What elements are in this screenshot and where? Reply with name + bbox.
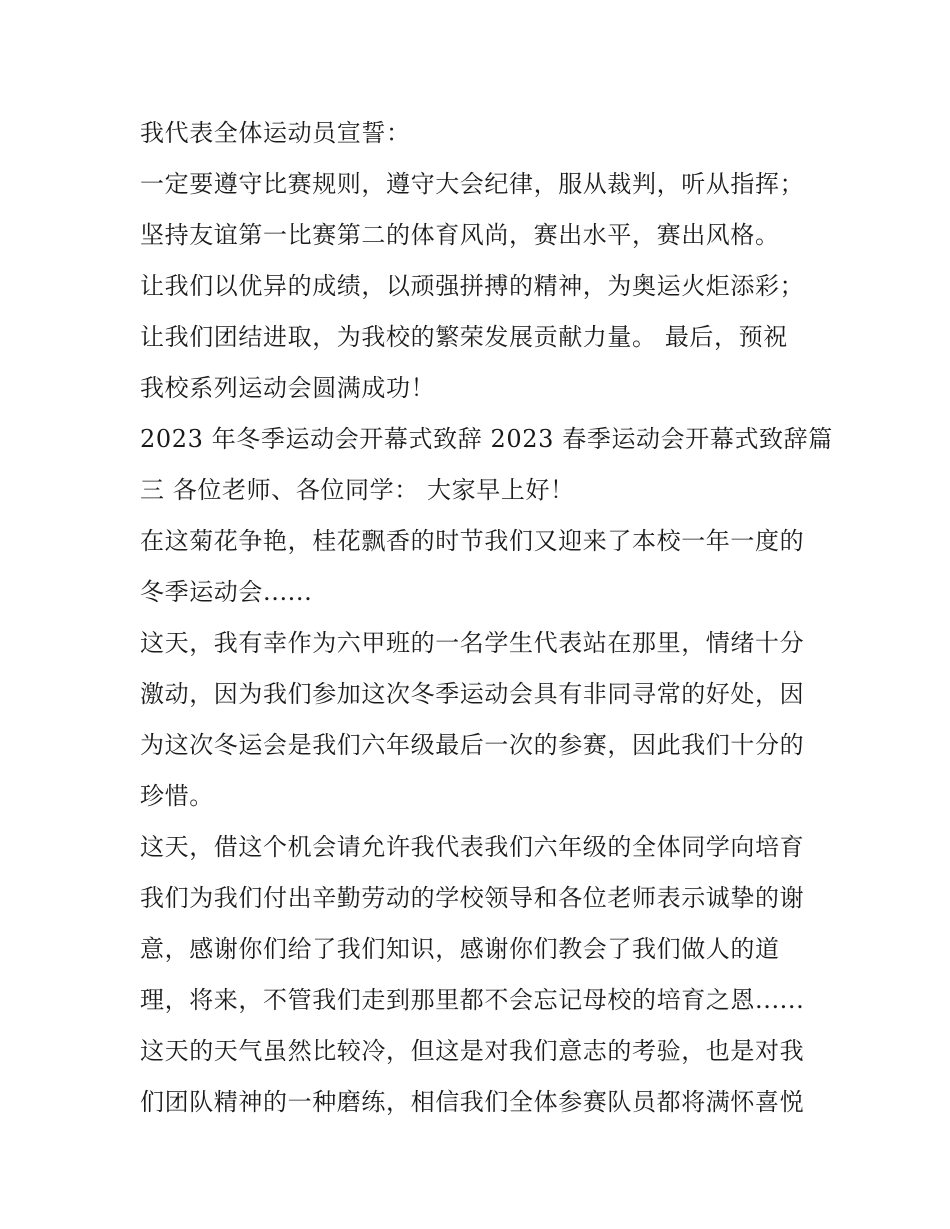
text-line: 意，感谢你们给了我们知识，感谢你们教会了我们做人的道: [140, 935, 780, 963]
text-line: 激动，因为我们参加这次冬季运动会具有非同寻常的好处，因: [140, 680, 805, 708]
text-line: 为这次冬运会是我们六年级最后一次的参赛，因此我们十分的: [140, 731, 805, 759]
text-line: 2023 年冬季运动会开幕式致辞 2023 春季运动会开幕式致辞篇: [140, 425, 833, 453]
text-line: 这天，借这个机会请允许我代表我们六年级的全体同学向培育: [140, 833, 805, 861]
text-line: 我们为我们付出辛勤劳动的学校领导和各位老师表示诚挚的谢: [140, 884, 805, 912]
text-line: 冬季运动会......: [140, 578, 313, 606]
text-line: 珍惜。: [140, 782, 214, 810]
text-line: 这天的天气虽然比较冷，但这是对我们意志的考验，也是对我: [140, 1037, 805, 1065]
text-line: 一定要遵守比赛规则，遵守大会纪律，服从裁判，听从指挥；: [140, 170, 805, 198]
text-line: 让我们以优异的成绩，以顽强拼搏的精神，为奥运火炬添彩；: [140, 272, 805, 300]
text-line: 们团队精神的一种磨练，相信我们全体参赛队员都将满怀喜悦: [140, 1088, 805, 1116]
text-line: 三 各位老师、各位同学： 大家早上好！: [140, 476, 575, 504]
text-line: 坚持友谊第一比赛第二的体育风尚，赛出水平，赛出风格。: [140, 221, 780, 249]
text-line: 理，将来，不管我们走到那里都不会忘记母校的培育之恩......: [140, 986, 805, 1014]
text-line: 我代表全体运动员宣誓：: [140, 119, 411, 147]
text-line: 让我们团结进取，为我校的繁荣发展贡献力量。 最后，预祝: [140, 323, 788, 351]
text-line: 在这菊花争艳，桂花飘香的时节我们又迎来了本校一年一度的: [140, 527, 805, 555]
text-line: 我校系列运动会圆满成功！: [140, 374, 436, 402]
document-body: [140, 108, 833, 1128]
text-line: 这天，我有幸作为六甲班的一名学生代表站在那里，情绪十分: [140, 629, 805, 657]
